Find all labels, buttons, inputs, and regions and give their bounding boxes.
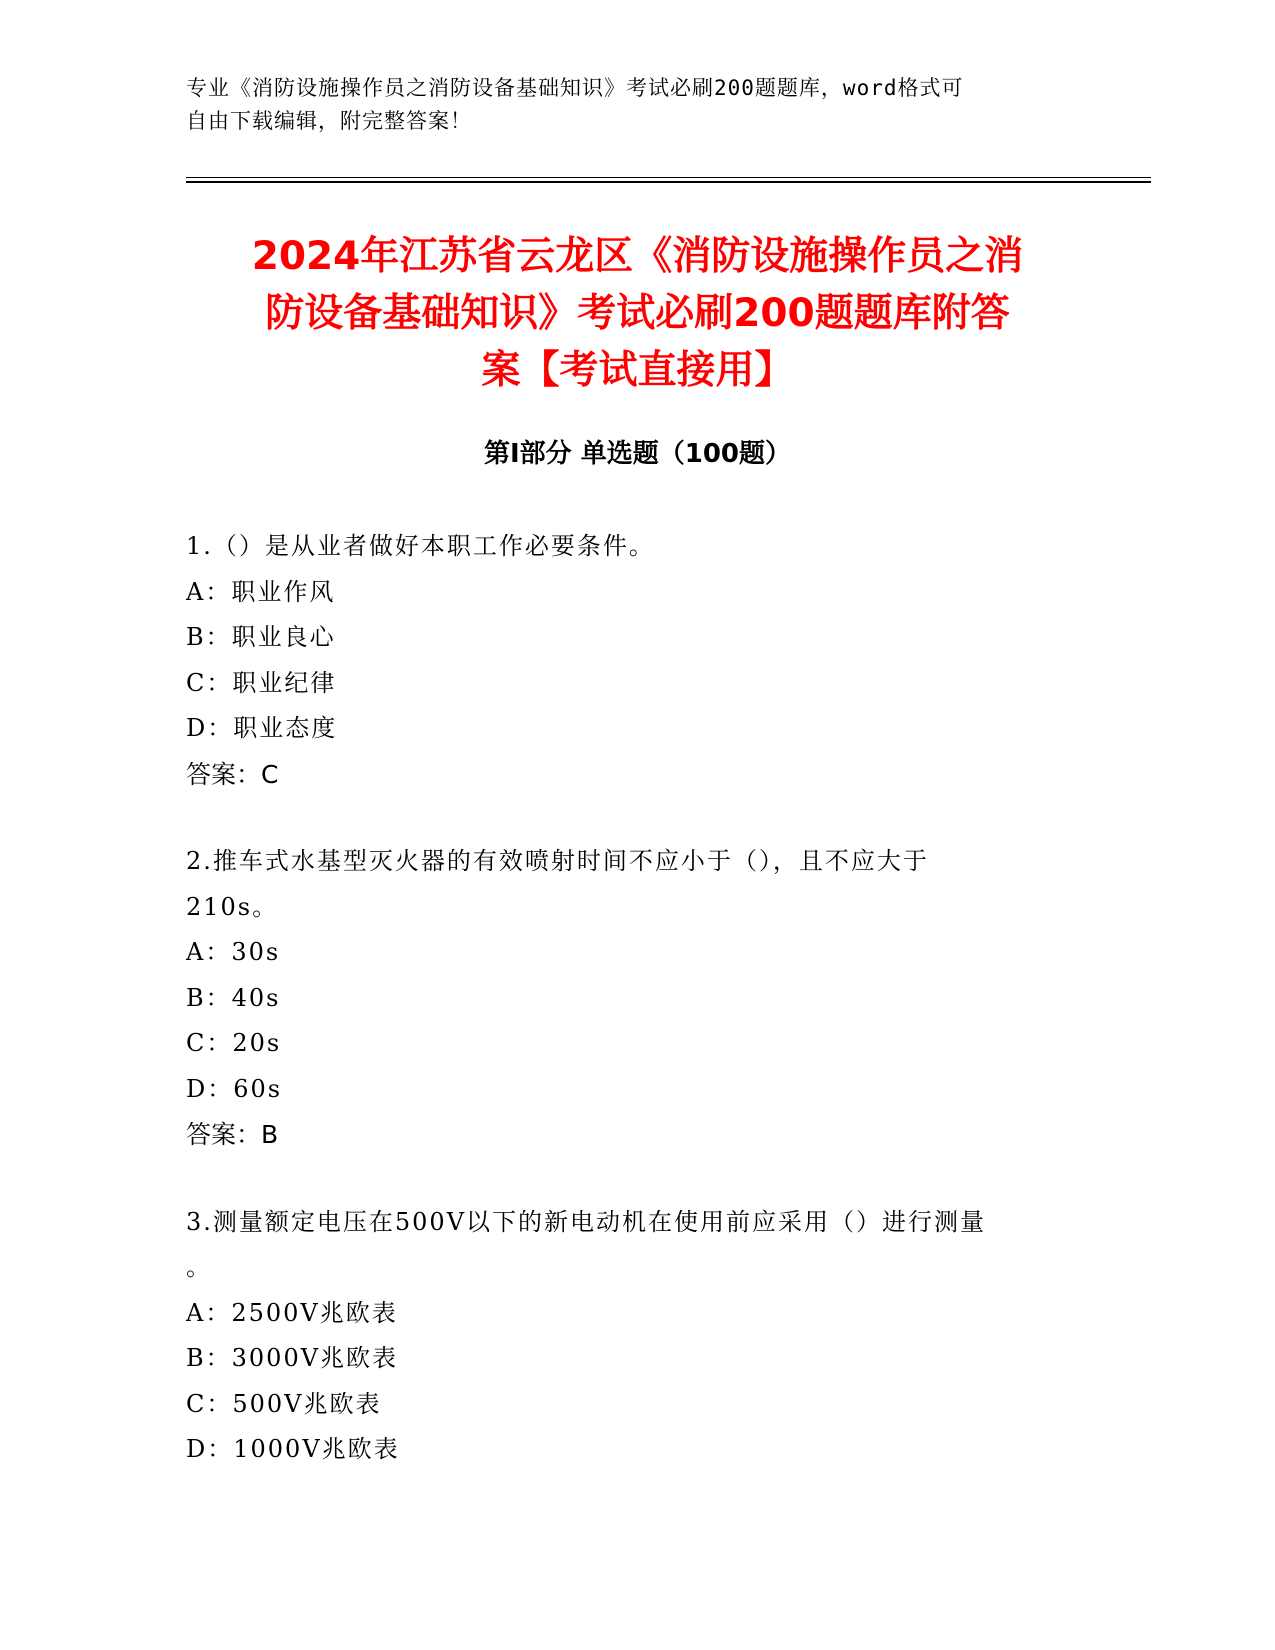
option-b: B：40s	[186, 983, 281, 1012]
header-divider-thin	[186, 177, 1151, 178]
section-title: 第Ⅰ部分 单选题（100题）	[484, 439, 791, 469]
option-c: C：500V兆欧表	[186, 1389, 382, 1418]
header-divider-thick	[186, 181, 1151, 183]
option-d: D：1000V兆欧表	[186, 1435, 400, 1463]
option-a: A：30s	[186, 938, 281, 966]
question-2	[186, 839, 1086, 1158]
header-note	[186, 72, 1066, 138]
question-stem: 3.测量额定电压在500V以下的新电动机在使用前应采用（）进行测量	[186, 1207, 987, 1236]
question-stem: 1.（）是从业者做好本职工作必要条件。	[186, 532, 655, 560]
question-list	[186, 524, 1086, 1515]
option-b: B：3000V兆欧表	[186, 1344, 399, 1372]
option-a: A：职业作风	[186, 577, 336, 606]
option-b: B：职业良心	[186, 623, 336, 651]
question-1	[186, 524, 1086, 797]
option-c: C：20s	[186, 1029, 282, 1057]
header-note-line: 自由下载编辑，附完整答案！	[186, 109, 472, 133]
option-a: A：2500V兆欧表	[186, 1298, 398, 1327]
option-c: C：职业纪律	[186, 668, 337, 697]
title-line: 2024年江苏省云龙区《消防设施操作员之消	[251, 234, 1024, 279]
question-stem-continued: 210s。	[186, 892, 279, 921]
option-d: D：职业态度	[186, 714, 338, 742]
title-line: 案【考试直接用】	[481, 348, 794, 393]
option-d: D：60s	[186, 1074, 283, 1103]
header-note-line: 专业《消防设施操作员之消防设备基础知识》考试必刷200题题库，word格式可	[186, 76, 964, 100]
question-3	[186, 1200, 1086, 1473]
answer: 答案：C	[186, 759, 279, 789]
title-line: 防设备基础知识》考试必刷200题题库附答	[265, 291, 1010, 336]
question-stem-continued: 。	[186, 1253, 212, 1281]
answer: 答案：B	[186, 1120, 279, 1149]
document-title	[150, 228, 1125, 399]
question-stem: 2.推车式水基型灭火器的有效喷射时间不应小于（），且不应大于	[186, 847, 929, 875]
